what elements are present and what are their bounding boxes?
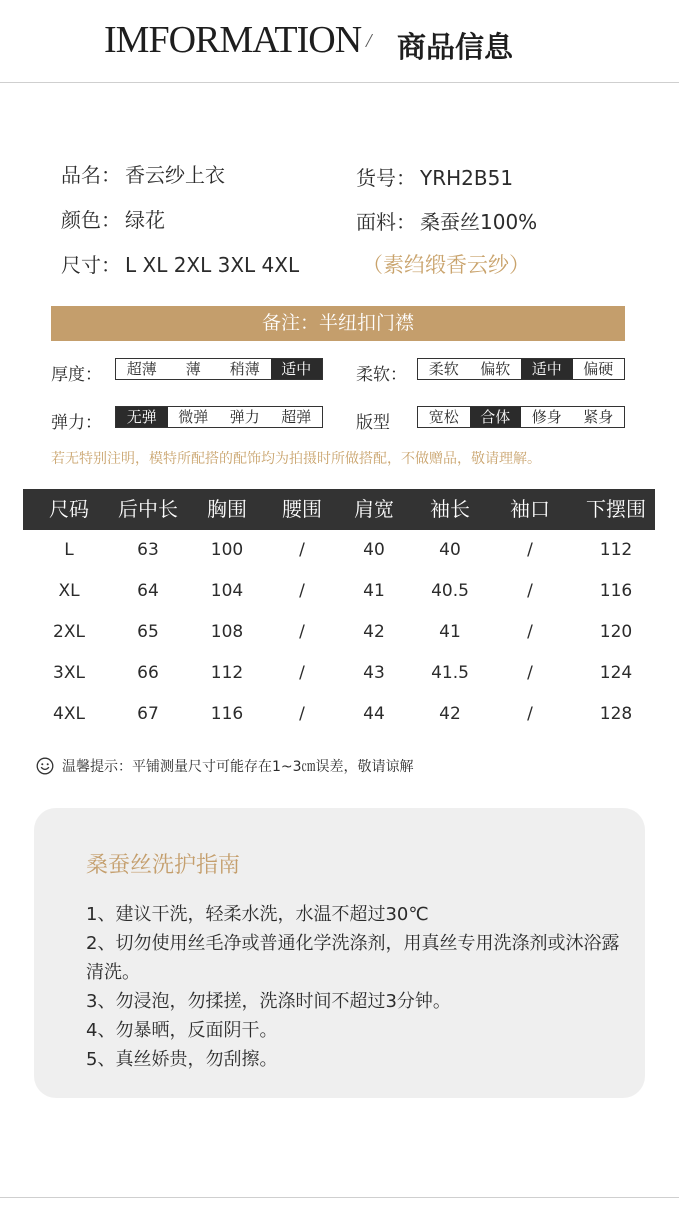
table-cell: 43 [363,663,385,683]
info-color-label: 颜色： [61,208,121,232]
thickness-option: 薄 [185,360,201,378]
table-cell: / [527,540,533,560]
info-name-value: 香云纱上衣 [125,163,225,187]
elasticity-label: 弹力： [51,413,102,433]
table-cell: / [527,581,533,601]
softness-scale [417,358,625,380]
elasticity-scale [115,406,323,428]
size-table-header-cell: 腰围 [282,497,322,521]
size-table-header-cell: 袖口 [510,497,550,521]
info-color [61,204,165,233]
table-cell: / [299,622,305,642]
info-sku-label: 货号： [356,166,416,190]
fit-option-selected: 合体 [470,407,522,427]
table-cell: 100 [210,540,244,560]
header-separator: / [366,30,372,52]
table-cell: 112 [210,663,244,683]
info-size [61,249,299,278]
size-table-header-cell: 下摆围 [586,497,646,521]
table-cell: 67 [137,704,159,724]
table-cell: 42 [363,622,385,642]
softness-label: 柔软： [356,365,407,385]
list-item: 2、切勿使用丝毛净或普通化学洗涤剂，用真丝专用洗涤剂或沐浴露清洗。 [86,933,620,983]
note-banner: 备注：半纽扣门襟 [51,306,625,341]
info-sku [356,162,513,191]
size-table-header-cell: 袖长 [430,497,470,521]
table-cell: L [64,540,74,560]
care-guide-panel [34,808,645,1098]
table-cell: XL [58,581,80,601]
fit-label: 版型 [356,413,390,433]
size-table-header [23,489,655,530]
info-fabric-label: 面料： [356,210,416,234]
table-cell: 44 [363,704,385,724]
page-header [0,0,679,83]
measurement-tip [36,756,414,776]
table-row [23,530,655,571]
info-size-label: 尺寸： [61,253,121,277]
measurement-tip-text: 温馨提示：平铺测量尺寸可能存在1~3㎝误差，敬请谅解 [62,759,414,775]
table-cell: 63 [137,540,159,560]
table-cell: / [527,622,533,642]
smile-icon [36,757,54,775]
care-guide-title: 桑蚕丝洗护指南 [86,853,241,878]
table-cell: 41.5 [431,663,469,683]
size-table-header-cell: 肩宽 [354,497,394,521]
info-sku-value: YRH2B51 [420,166,514,190]
softness-option: 偏硬 [583,360,614,378]
list-item: 1、建议干洗，轻柔水洗，水温不超过30℃ [86,904,429,925]
table-cell: 64 [137,581,159,601]
info-size-value: L XL 2XL 3XL 4XL [125,253,300,277]
table-cell: 116 [210,704,244,724]
table-cell: 104 [210,581,244,601]
thickness-option-selected: 适中 [271,359,323,379]
table-row [23,571,655,612]
table-row [23,694,655,735]
table-cell: 66 [137,663,159,683]
fit-option: 紧身 [583,408,614,426]
table-cell: / [299,540,305,560]
thickness-option: 超薄 [126,360,157,378]
elasticity-option: 超弹 [281,408,312,426]
table-cell: 40 [363,540,385,560]
table-row [23,653,655,694]
info-name [61,159,225,188]
list-item: 4、勿暴晒，反面阴干。 [86,1020,278,1041]
table-cell: 3XL [53,663,85,683]
list-item: 3、勿浸泡，勿揉搓，洗涤时间不超过3分钟。 [86,991,451,1012]
table-cell: 116 [599,581,633,601]
table-cell: / [527,704,533,724]
info-fabric-note: （素绉缎香云纱） [362,253,530,277]
fit-scale [417,406,625,428]
table-cell: / [299,581,305,601]
info-color-value: 绿花 [125,208,165,232]
table-cell: 108 [210,622,244,642]
info-name-label: 品名： [61,163,121,187]
size-table-header-cell: 胸围 [207,497,247,521]
thickness-scale [115,358,323,380]
softness-option: 柔软 [428,360,459,378]
table-cell: 40.5 [431,581,469,601]
table-cell: 41 [439,622,461,642]
table-cell: 40 [439,540,461,560]
model-accessory-disclaimer: 若无特别注明，模特所配搭的配饰均为拍摄时所做搭配，不做赠品，敬请理解。 [51,451,541,467]
list-item: 5、真丝娇贵，勿刮擦。 [86,1049,278,1070]
table-row [23,612,655,653]
table-cell: 120 [599,622,633,642]
thickness-option: 稍薄 [229,360,260,378]
table-cell: 2XL [53,622,85,642]
info-fabric [356,206,537,235]
softness-option: 偏软 [480,360,511,378]
table-cell: 112 [599,540,633,560]
softness-option-selected: 适中 [521,359,573,379]
table-cell: / [299,704,305,724]
elasticity-option-selected: 无弹 [116,407,168,427]
table-cell: 124 [599,663,633,683]
fit-option: 宽松 [428,408,459,426]
table-cell: 42 [439,704,461,724]
table-cell: 41 [363,581,385,601]
fit-option: 修身 [531,408,562,426]
header-title-cn: 商品信息 [397,30,514,64]
size-table-header-cell: 尺码 [49,497,89,521]
table-cell: 65 [137,622,159,642]
info-fabric-value: 桑蚕丝100% [420,210,538,234]
table-cell: 4XL [53,704,85,724]
header-title-en: IMFORMATION [104,19,362,61]
thickness-label: 厚度： [51,365,102,385]
table-cell: / [527,663,533,683]
care-guide-list [86,900,626,1074]
elasticity-option: 微弹 [178,408,209,426]
size-table-header-cell: 后中长 [118,497,178,521]
table-cell: 128 [599,704,633,724]
table-cell: / [299,663,305,683]
elasticity-option: 弹力 [229,408,260,426]
bottom-divider [0,1197,679,1198]
